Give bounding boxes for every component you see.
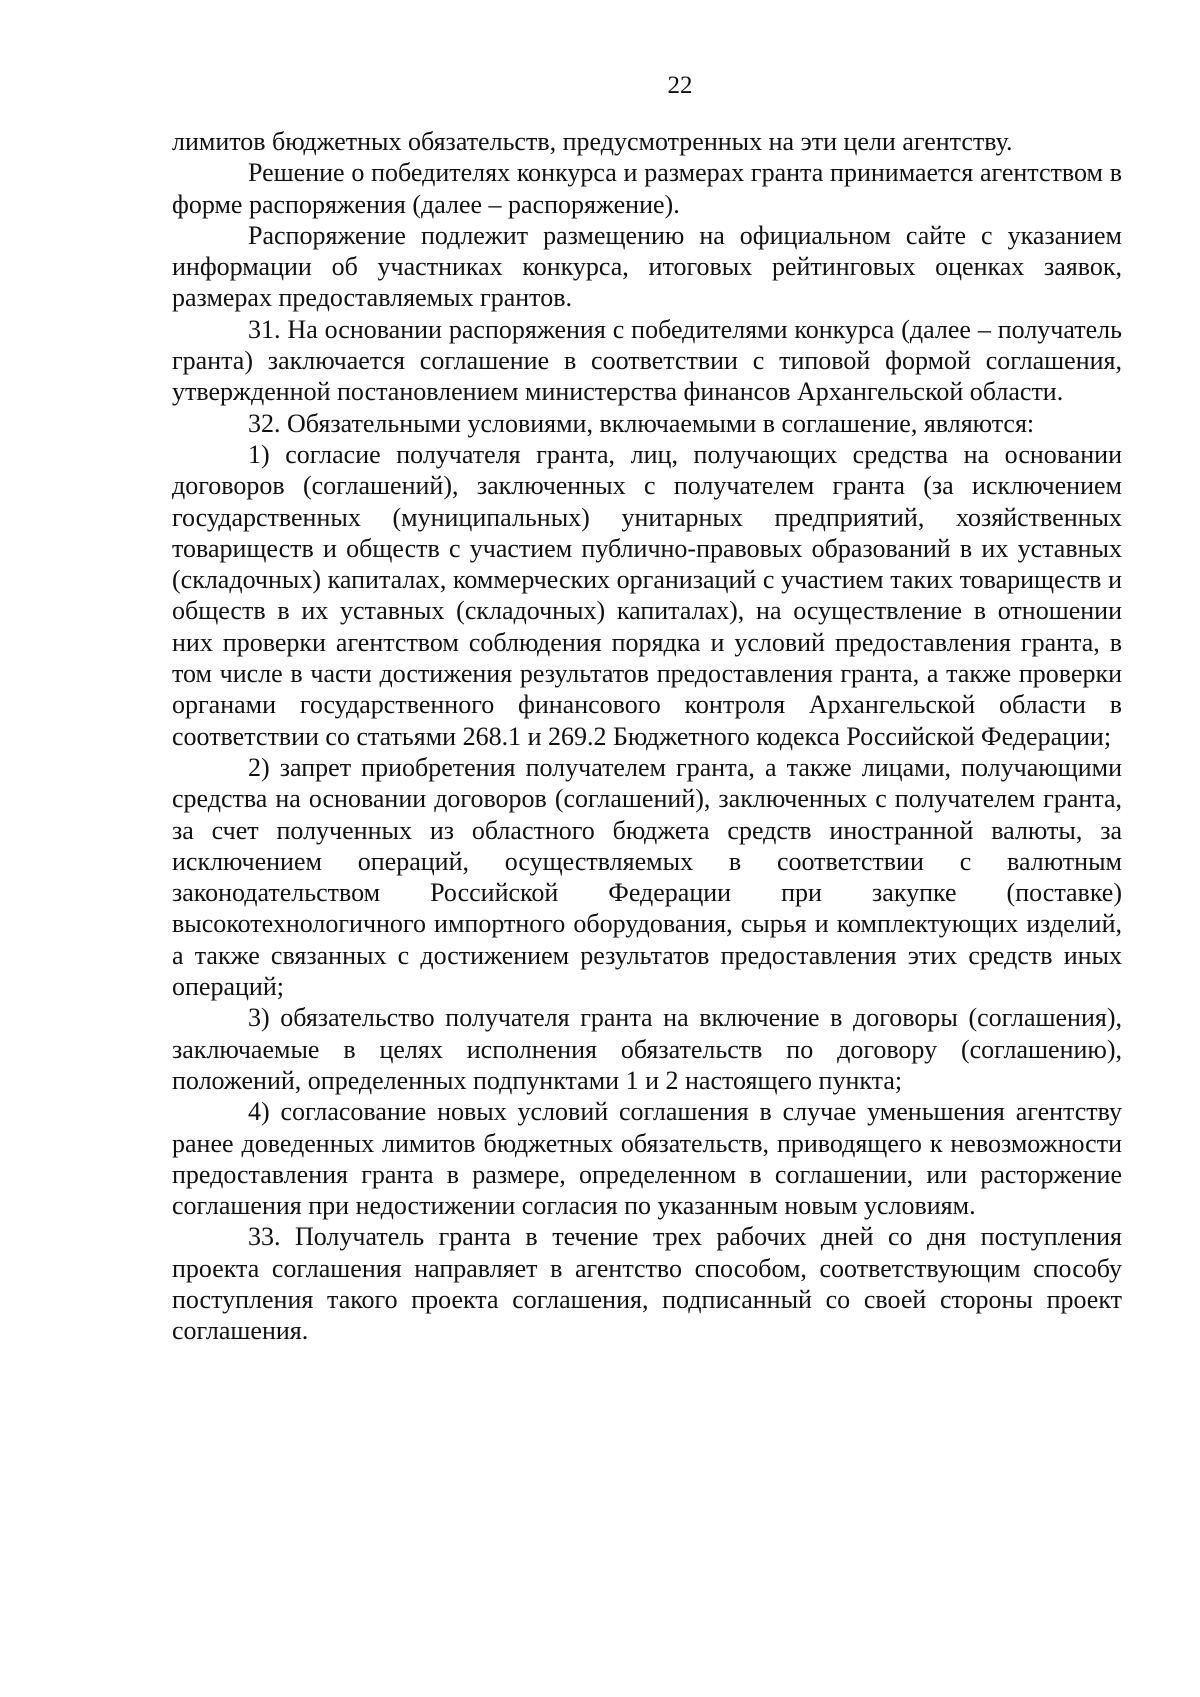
paragraph-decision: Решение о победителях конкурса и размерах гранта принимается агентством в форме распоряжения (далее – распоряжение). [172, 158, 1122, 219]
paragraph-item-31: 31. На основании распоряжения с победителями конкурса (далее – получатель гранта) заключается соглашение в соответствии с типовой формой соглашения, утвержденной постановлением министерства финансов Архангельской области. [172, 314, 1122, 407]
paragraph-item-32: 32. Обязательными условиями, включаемыми в соглашение, являются: [248, 408, 1035, 438]
paragraph-subitem-4: 4) согласование новых условий соглашения в случае уменьшения агентству ранее доведенных лимитов бюджетных обязательств, приводящего к невозможности предоставления гранта в размере, определенном в соглашении, или расторжение соглашения при недостижении согласия по указанным новым условиям. [172, 1097, 1122, 1221]
paragraph-item-33: 33. Получатель гранта в течение трех рабочих дней со дня поступления проекта соглашения направляет в агентство способом, соответствующим способу поступления такого проекта соглашения, подписанный со своей стороны проект соглашения. [172, 1222, 1122, 1346]
paragraph-subitem-3: 3) обязательство получателя гранта на включение в договоры (соглашения), заключаемые в целях исполнения обязательств по договору (соглашению), положений, определенных подпунктами 1 и 2 настоящего пункта; [172, 1003, 1122, 1095]
page-number: 22 [667, 72, 693, 99]
document-body [172, 126, 1122, 1347]
paragraph-subitem-1: 1) согласие получателя гранта, лиц, получающих средства на основании договоров (соглашений), заключенных с получателем гранта (за исключением государственных (муниципальных) унитарных предприятий, хозяйственных товариществ и обществ с участием публично-правовых образований в их уставных (складочных) капиталах, коммерческих организаций с участием таких товариществ и обществ в их уставных (складочных) капиталах), на осуществление в отношении них проверки агентством соблюдения порядка и условий предоставления гранта, в том числе в части достижения результатов предоставления гранта, а также проверки органами государственного финансового контроля Архангельской области в соответствии со статьями 268.1 и 269.2 Бюджетного кодекса Российской Федерации; [172, 439, 1122, 751]
paragraph-subitem-2: 2) запрет приобретения получателем гранта, а также лицами, получающими средства на основании договоров (соглашений), заключенных с получателем гранта, за счет полученных из областного бюджета средств иностранной валюты, за исключением операций, осуществляемых в соответствии с валютным законодательством Российской Федерации при закупке (поставке) высокотехнологичного импортного оборудования, сырья и комплектующих изделий, а также связанных с достижением результатов предоставления этих средств иных операций; [172, 752, 1122, 1002]
paragraph-continuation: лимитов бюджетных обязательств, предусмотренных на эти цели агентству. [172, 127, 1013, 156]
paragraph-order-publication: Распоряжение подлежит размещению на официальном сайте с указанием информации об участниках конкурса, итоговых рейтинговых оценках заявок, размерах предоставляемых грантов. [172, 220, 1122, 313]
